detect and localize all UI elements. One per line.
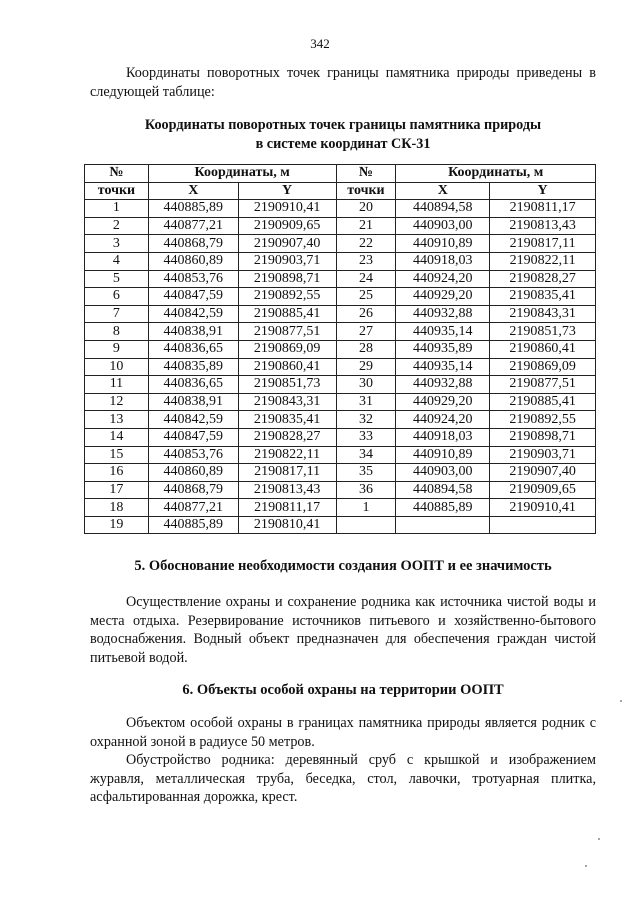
- point-number-cell: 23: [336, 252, 396, 270]
- table-row: [85, 200, 596, 218]
- x-coordinate-cell: 440847,59: [148, 288, 238, 306]
- point-number-cell: [336, 516, 396, 534]
- point-number-cell: 8: [85, 323, 149, 341]
- y-coordinate-cell: 2190843,31: [238, 393, 336, 411]
- y-coordinate-cell: 2190813,43: [490, 217, 596, 235]
- x-coordinate-cell: 440924,20: [396, 411, 490, 429]
- point-number-cell: 19: [85, 516, 149, 534]
- x-coordinate-cell: 440868,79: [148, 235, 238, 253]
- x-coordinate-cell: 440853,76: [148, 446, 238, 464]
- y-coordinate-cell: 2190910,41: [490, 499, 596, 517]
- y-coordinate-cell: 2190892,55: [238, 288, 336, 306]
- point-number-cell: 11: [85, 376, 149, 394]
- y-coordinate-cell: 2190909,65: [490, 481, 596, 499]
- section6-paragraph1: Объектом особой охраны в границах памятника природы является родник с охранной зоной в радиусе 50 метров.: [90, 715, 596, 750]
- point-number-cell: 1: [85, 200, 149, 218]
- y-coordinate-cell: [490, 516, 596, 534]
- table-header-row-1: [85, 165, 596, 183]
- x-coordinate-cell: 440860,89: [148, 252, 238, 270]
- point-number-cell: 15: [85, 446, 149, 464]
- y-coordinate-cell: 2190822,11: [490, 252, 596, 270]
- point-number-cell: 3: [85, 235, 149, 253]
- table-row: [85, 393, 596, 411]
- y-coordinate-cell: 2190907,40: [490, 464, 596, 482]
- point-number-cell: 5: [85, 270, 149, 288]
- scan-speck: [620, 700, 622, 702]
- table-row: [85, 305, 596, 323]
- x-coordinate-cell: 440885,89: [396, 499, 490, 517]
- y-coordinate-cell: 2190810,41: [238, 516, 336, 534]
- x-coordinate-cell: 440842,59: [148, 411, 238, 429]
- table-title-line2: в системе координат СК-31: [255, 136, 431, 152]
- x-coordinate-cell: 440924,20: [396, 270, 490, 288]
- point-number-cell: 31: [336, 393, 396, 411]
- table-row: [85, 288, 596, 306]
- y-coordinate-cell: 2190813,43: [238, 481, 336, 499]
- table-row: [85, 499, 596, 517]
- x-coordinate-cell: 440918,03: [396, 428, 490, 446]
- table-row: [85, 340, 596, 358]
- y-coordinate-cell: 2190811,17: [238, 499, 336, 517]
- header-x-right: X: [396, 182, 490, 200]
- y-coordinate-cell: 2190892,55: [490, 411, 596, 429]
- x-coordinate-cell: 440885,89: [148, 516, 238, 534]
- x-coordinate-cell: 440877,21: [148, 499, 238, 517]
- header-no-right: №: [336, 165, 396, 183]
- x-coordinate-cell: 440929,20: [396, 393, 490, 411]
- y-coordinate-cell: 2190851,73: [238, 376, 336, 394]
- scan-speck: [585, 865, 587, 867]
- header-y-left: Y: [238, 182, 336, 200]
- y-coordinate-cell: 2190860,41: [238, 358, 336, 376]
- point-number-cell: 28: [336, 340, 396, 358]
- point-number-cell: 10: [85, 358, 149, 376]
- x-coordinate-cell: 440894,58: [396, 200, 490, 218]
- table-row: [85, 428, 596, 446]
- x-coordinate-cell: 440853,76: [148, 270, 238, 288]
- table-row: [85, 411, 596, 429]
- table-title: [90, 116, 596, 154]
- page-number: 342: [310, 36, 330, 51]
- coordinates-table: [84, 164, 596, 534]
- point-number-cell: 13: [85, 411, 149, 429]
- y-coordinate-cell: 2190811,17: [490, 200, 596, 218]
- x-coordinate-cell: 440838,91: [148, 323, 238, 341]
- point-number-cell: 36: [336, 481, 396, 499]
- x-coordinate-cell: 440842,59: [148, 305, 238, 323]
- table-row: [85, 446, 596, 464]
- x-coordinate-cell: 440838,91: [148, 393, 238, 411]
- y-coordinate-cell: 2190903,71: [238, 252, 336, 270]
- x-coordinate-cell: 440835,89: [148, 358, 238, 376]
- x-coordinate-cell: 440868,79: [148, 481, 238, 499]
- point-number-cell: 33: [336, 428, 396, 446]
- point-number-cell: 34: [336, 446, 396, 464]
- point-number-cell: 14: [85, 428, 149, 446]
- x-coordinate-cell: [396, 516, 490, 534]
- point-number-cell: 16: [85, 464, 149, 482]
- header-x-left: X: [148, 182, 238, 200]
- y-coordinate-cell: 2190898,71: [238, 270, 336, 288]
- point-number-cell: 9: [85, 340, 149, 358]
- table-row: [85, 516, 596, 534]
- y-coordinate-cell: 2190910,41: [238, 200, 336, 218]
- table-row: [85, 481, 596, 499]
- header-coords-right: Координаты, м: [396, 165, 596, 183]
- header-y-right: Y: [490, 182, 596, 200]
- x-coordinate-cell: 440910,89: [396, 446, 490, 464]
- y-coordinate-cell: 2190898,71: [490, 428, 596, 446]
- x-coordinate-cell: 440885,89: [148, 200, 238, 218]
- y-coordinate-cell: 2190903,71: [490, 446, 596, 464]
- point-number-cell: 29: [336, 358, 396, 376]
- x-coordinate-cell: 440836,65: [148, 340, 238, 358]
- x-coordinate-cell: 440860,89: [148, 464, 238, 482]
- y-coordinate-cell: 2190885,41: [238, 305, 336, 323]
- table-row: [85, 252, 596, 270]
- point-number-cell: 26: [336, 305, 396, 323]
- header-no-left: №: [85, 165, 149, 183]
- point-number-cell: 17: [85, 481, 149, 499]
- point-number-cell: 27: [336, 323, 396, 341]
- x-coordinate-cell: 440932,88: [396, 376, 490, 394]
- point-number-cell: 22: [336, 235, 396, 253]
- point-number-cell: 35: [336, 464, 396, 482]
- point-number-cell: 2: [85, 217, 149, 235]
- y-coordinate-cell: 2190909,65: [238, 217, 336, 235]
- y-coordinate-cell: 2190851,73: [490, 323, 596, 341]
- x-coordinate-cell: 440894,58: [396, 481, 490, 499]
- y-coordinate-cell: 2190835,41: [490, 288, 596, 306]
- x-coordinate-cell: 440918,03: [396, 252, 490, 270]
- table-row: [85, 358, 596, 376]
- y-coordinate-cell: 2190817,11: [238, 464, 336, 482]
- point-number-cell: 4: [85, 252, 149, 270]
- table-row: [85, 323, 596, 341]
- y-coordinate-cell: 2190877,51: [238, 323, 336, 341]
- header-coords-left: Координаты, м: [148, 165, 336, 183]
- point-number-cell: 30: [336, 376, 396, 394]
- x-coordinate-cell: 440847,59: [148, 428, 238, 446]
- y-coordinate-cell: 2190860,41: [490, 340, 596, 358]
- point-number-cell: 32: [336, 411, 396, 429]
- x-coordinate-cell: 440935,89: [396, 340, 490, 358]
- header-points-left: точки: [85, 182, 149, 200]
- x-coordinate-cell: 440903,00: [396, 217, 490, 235]
- point-number-cell: 21: [336, 217, 396, 235]
- point-number-cell: 18: [85, 499, 149, 517]
- section6-heading: 6. Объекты особой охраны на территории ООПТ: [182, 682, 504, 698]
- point-number-cell: 20: [336, 200, 396, 218]
- y-coordinate-cell: 2190885,41: [490, 393, 596, 411]
- y-coordinate-cell: 2190828,27: [238, 428, 336, 446]
- y-coordinate-cell: 2190822,11: [238, 446, 336, 464]
- x-coordinate-cell: 440836,65: [148, 376, 238, 394]
- table-row: [85, 235, 596, 253]
- section5-paragraph: Осуществление охраны и сохранение родника как источника чистой воды и места отдыха. Резервирование источников питьевого и хозяйственно-бытового водоснабжения. Водный объект предназначен для обеспечения граждан чистой питьевой водой.: [90, 594, 596, 666]
- x-coordinate-cell: 440929,20: [396, 288, 490, 306]
- x-coordinate-cell: 440910,89: [396, 235, 490, 253]
- table-title-line1: Координаты поворотных точек границы памятника природы: [144, 117, 542, 133]
- header-points-right: точки: [336, 182, 396, 200]
- x-coordinate-cell: 440932,88: [396, 305, 490, 323]
- section6-paragraph2: Обустройство родника: деревянный сруб с крышкой и изображением журавля, металлическая труба, беседка, стол, лавочки, тротуарная плитка, асфальтированная дорожка, крест.: [90, 752, 596, 805]
- y-coordinate-cell: 2190907,40: [238, 235, 336, 253]
- table-row: [85, 217, 596, 235]
- point-number-cell: 24: [336, 270, 396, 288]
- table-header-row-2: [85, 182, 596, 200]
- point-number-cell: 12: [85, 393, 149, 411]
- x-coordinate-cell: 440877,21: [148, 217, 238, 235]
- point-number-cell: 6: [85, 288, 149, 306]
- y-coordinate-cell: 2190869,09: [490, 358, 596, 376]
- x-coordinate-cell: 440903,00: [396, 464, 490, 482]
- coordinates-table-body: [85, 200, 596, 534]
- point-number-cell: 7: [85, 305, 149, 323]
- y-coordinate-cell: 2190828,27: [490, 270, 596, 288]
- table-row: [85, 464, 596, 482]
- table-row: [85, 376, 596, 394]
- point-number-cell: 25: [336, 288, 396, 306]
- x-coordinate-cell: 440935,14: [396, 323, 490, 341]
- x-coordinate-cell: 440935,14: [396, 358, 490, 376]
- intro-paragraph: Координаты поворотных точек границы памятника природы приведены в следующей таблице:: [90, 65, 596, 100]
- point-number-cell: 1: [336, 499, 396, 517]
- y-coordinate-cell: 2190869,09: [238, 340, 336, 358]
- y-coordinate-cell: 2190877,51: [490, 376, 596, 394]
- y-coordinate-cell: 2190843,31: [490, 305, 596, 323]
- section5-heading: 5. Обоснование необходимости создания ООПТ и ее значимость: [134, 558, 552, 574]
- y-coordinate-cell: 2190817,11: [490, 235, 596, 253]
- y-coordinate-cell: 2190835,41: [238, 411, 336, 429]
- table-row: [85, 270, 596, 288]
- scan-speck: [598, 838, 600, 840]
